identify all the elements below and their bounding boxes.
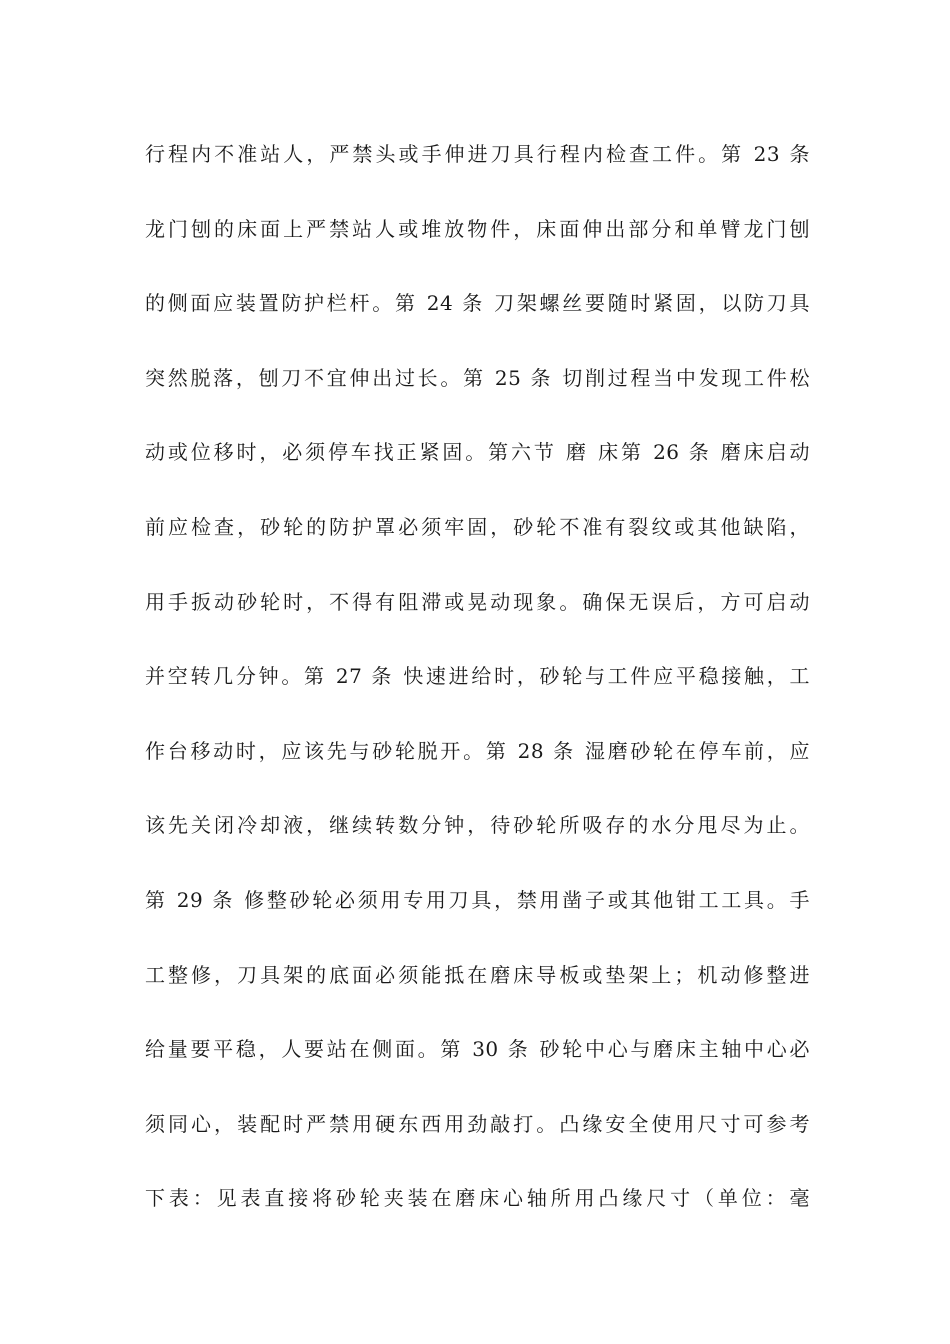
text-line: 用手扳动砂轮时，不得有阻滞或晃动现象。确保无误后，方可启动	[145, 589, 810, 614]
text-line: 龙门刨的床面上严禁站人或堆放物件，床面伸出部分和单臂龙门刨	[145, 216, 810, 241]
text-line: 给量要平稳，人要站在侧面。第 30 条 砂轮中心与磨床主轴中心必	[145, 1037, 810, 1062]
text-line: 突然脱落，刨刀不宜伸出过长。第 25 条 切削过程当中发现工件松	[145, 365, 810, 390]
text-line: 行程内不准站人，严禁头或手伸进刀具行程内检查工件。第 23 条	[145, 142, 810, 166]
text-line: 第 29 条 修整砂轮必须用专用刀具，禁用凿子或其他钳工工具。手	[145, 887, 810, 912]
text-line: 前应检查，砂轮的防护罩必须牢固，砂轮不准有裂纹或其他缺陷，	[145, 514, 810, 539]
body-text	[145, 133, 810, 1252]
text-line: 的侧面应装置防护栏杆。第 24 条 刀架螺丝要随时紧固，以防刀具	[145, 291, 810, 316]
text-line: 该先关闭冷却液，继续转数分钟，待砂轮所吸存的水分甩尽为止。	[145, 813, 810, 838]
text-line: 动或位移时，必须停车找正紧固。第六节 磨 床第 26 条 磨床启动	[145, 440, 810, 465]
text-line: 须同心，装配时严禁用硬东西用劲敲打。凸缘安全使用尺寸可参考	[145, 1111, 810, 1136]
text-line: 工整修，刀具架的底面必须能抵在磨床导板或垫架上；机动修整进	[145, 962, 810, 987]
text-line: 下表：见表直接将砂轮夹装在磨床心轴所用凸缘尺寸（单位：毫	[145, 1186, 810, 1211]
text-line: 并空转几分钟。第 27 条 快速进给时，砂轮与工件应平稳接触，工	[145, 664, 810, 689]
text-line: 作台移动时，应该先与砂轮脱开。第 28 条 湿磨砂轮在停车前，应	[145, 738, 810, 763]
